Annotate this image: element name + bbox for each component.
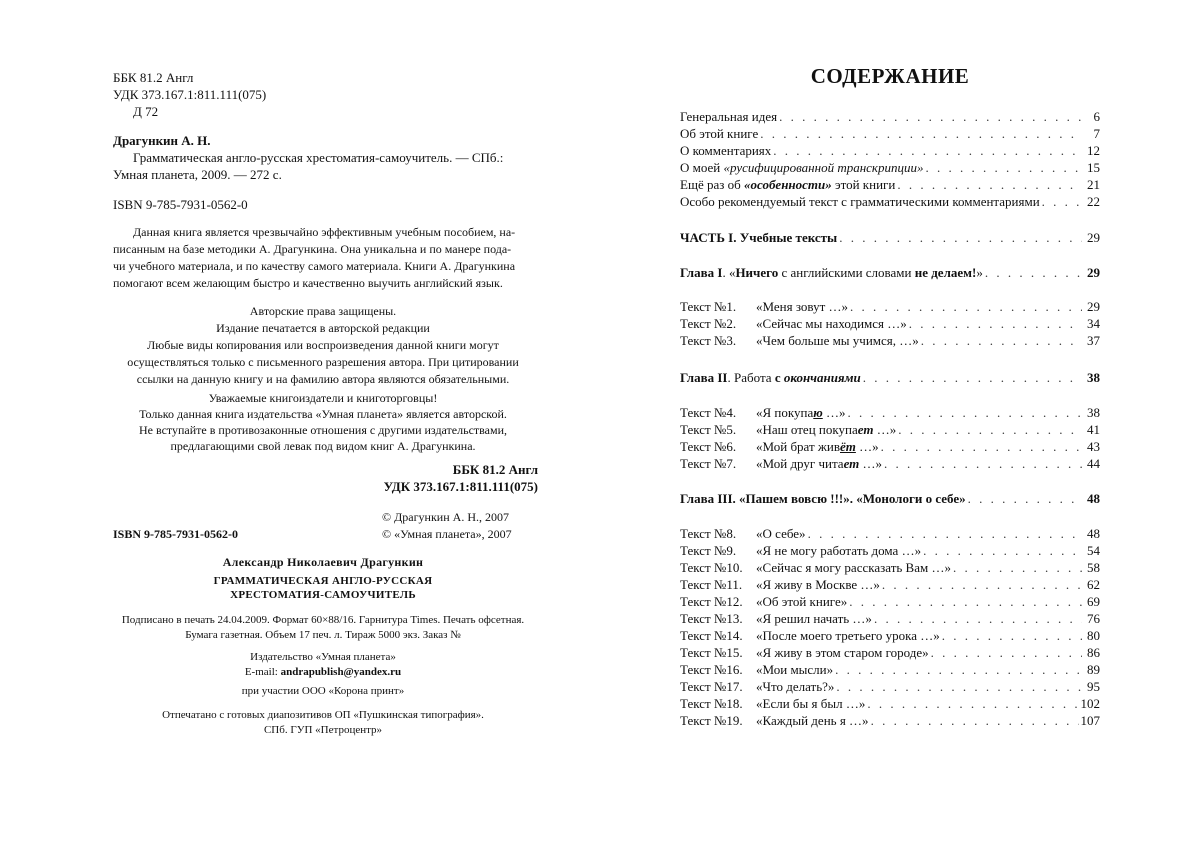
toc-text-entry (680, 712, 1100, 729)
toc-entry-label: Особо рекомендуемый текст с грамматическими комментариями (680, 194, 1040, 209)
text-title: «Что делать?» (756, 679, 835, 694)
printed-line: СПб. ГУП «Петроцентр» (263, 724, 383, 736)
toc-entry-label (680, 332, 919, 349)
text-title: «После моего третьего урока …» (756, 628, 940, 643)
text-title: «Чем больше мы учимся, …» (756, 333, 919, 348)
toc-page-number: 54 (1087, 543, 1100, 558)
toc-text-entry (680, 610, 1100, 627)
toc-text-entry (680, 576, 1100, 593)
text-number: Текст №19. (680, 713, 743, 728)
text-number: Текст №15. (680, 645, 743, 660)
label-emphasis: Ничего (735, 265, 779, 280)
toc-page-number: 86 (1087, 645, 1100, 660)
label-emphasis: окончаниями (783, 370, 861, 385)
text-title: «Я не могу работать дома …» (756, 543, 922, 558)
toc-entry-label (680, 525, 806, 542)
text-title: «Мои мысли» (756, 662, 834, 677)
toc-text-entry (680, 678, 1100, 695)
leader-dots (985, 264, 1082, 281)
toc-entry-label (680, 593, 847, 610)
rights-line: ссылки на данную книгу и на фамилию автора являются обязательными. (136, 372, 510, 386)
leader-dots (953, 559, 1082, 576)
toc-page-number: 38 (1087, 405, 1100, 420)
toc-page-number: 44 (1087, 456, 1100, 471)
toc-page-number: 7 (1093, 126, 1100, 141)
toc-page-number: 29 (1087, 265, 1100, 280)
leader-dots (921, 332, 1082, 349)
ending-emphasis: ет (857, 422, 874, 437)
toc-entry-label (680, 438, 879, 455)
copyright-author: © Драгункин А. Н., 2007 (382, 510, 509, 524)
bbk-line: ББК 81.2 Англ (113, 70, 194, 85)
leader-dots (882, 576, 1082, 593)
text-number: Текст №16. (680, 662, 743, 677)
toc-text-entry (680, 593, 1100, 610)
toc-entry (680, 142, 1100, 159)
text-number: Текст №4. (680, 405, 737, 420)
toc-entry-label (680, 559, 951, 576)
toc-entry-label (680, 695, 865, 712)
toc-entry-label (680, 159, 924, 176)
rights-line: Авторские права защищены. (249, 304, 397, 318)
rights-line: осуществляться только с письменного разрешения автора. При цитировании (127, 355, 519, 369)
d-line: Д 72 (133, 104, 159, 119)
notice-line: Только данная книга издательства «Умная планета» является авторской. (139, 407, 507, 421)
toc-entry-label: Генеральная идея (680, 109, 778, 124)
partner-line: при участии ООО «Корона принт» (241, 685, 405, 697)
toc-page-number: 29 (1087, 299, 1100, 314)
leader-dots (773, 142, 1082, 159)
text-title: «Наш отец покупа (756, 422, 858, 437)
toc-part (680, 229, 1100, 246)
annotation-line: чи учебного материала, и по качеству самого материала. Книги А. Драгункина (113, 259, 516, 273)
text-number: Текст №11. (680, 577, 743, 592)
ending-emphasis: ю (813, 405, 823, 420)
toc-page-number: 95 (1087, 679, 1100, 694)
text-title: …» (873, 422, 897, 437)
toc-page-number: 34 (1087, 316, 1100, 331)
leader-dots (760, 125, 1082, 142)
toc-entry (680, 108, 1100, 125)
label-text: . Работа (727, 370, 775, 385)
isbn-bottom: ISBN 9-785-7931-0562-0 (113, 527, 238, 541)
text-number: Текст №8. (680, 526, 737, 541)
toc-entry-label (680, 627, 940, 644)
description-line: Умная планета, 2009. — 272 с. (113, 167, 282, 182)
leader-dots (874, 610, 1082, 627)
ending-emphasis: ет (843, 456, 860, 471)
text-title: «Я живу в Москве …» (756, 577, 880, 592)
notice-line: Не вступайте в противозаконные отношения с другими издательствами, (138, 423, 508, 437)
email-label: E-mail: (244, 666, 278, 678)
text-number: Текст №5. (680, 422, 737, 437)
bbk-bold: ББК 81.2 Англ (452, 462, 538, 477)
toc-page-number: 15 (1087, 160, 1100, 175)
toc-text-entry (680, 455, 1100, 472)
toc-text-entry (680, 332, 1100, 349)
text-number: Текст №9. (680, 543, 737, 558)
toc-entry-label (680, 678, 834, 695)
toc-entry-label (680, 176, 895, 193)
text-title: «Меня зовут …» (756, 299, 849, 314)
leader-dots (871, 712, 1079, 729)
chapter-number: Глава III (680, 491, 733, 506)
leader-dots (836, 678, 1082, 695)
text-number: Текст №18. (680, 696, 743, 711)
toc-entry (680, 176, 1100, 193)
text-title: «Мой друг чита (756, 456, 844, 471)
toc-page-number: 21 (1087, 177, 1100, 192)
text-number: Текст №14. (680, 628, 743, 643)
text-title: …» (855, 439, 879, 454)
annotation-line: помогают всем желающим быстро и качественно выучить английский язык. (113, 276, 503, 290)
toc-entry-label (680, 404, 846, 421)
toc-page-number: 107 (1080, 713, 1100, 728)
udk-line: УДК 373.167.1:811.111(075) (113, 87, 267, 102)
text-title: …» (859, 456, 883, 471)
leader-dots (779, 108, 1082, 125)
udk-bold: УДК 373.167.1:811.111(075) (383, 479, 538, 494)
leader-dots (898, 421, 1082, 438)
book-title: ХРЕСТОМАТИЯ-САМОУЧИТЕЛЬ (230, 589, 416, 601)
toc-entry-label (680, 610, 872, 627)
isbn-top: ISBN 9-785-7931-0562-0 (113, 197, 248, 212)
label-text: » (976, 265, 983, 280)
contents-title: СОДЕРЖАНИЕ (810, 64, 970, 88)
leader-dots (863, 369, 1082, 386)
chapter-number: Глава I (680, 265, 723, 280)
toc-page-number: 48 (1087, 491, 1100, 506)
leader-dots (848, 404, 1083, 421)
toc-page-number: 43 (1087, 439, 1100, 454)
toc-entry-label (680, 490, 966, 507)
toc-page-number: 80 (1087, 628, 1100, 643)
label-emphasis: с (774, 370, 784, 385)
leader-dots (839, 229, 1082, 246)
chapter-number: Глава II (680, 370, 728, 385)
toc-page-number: 89 (1087, 662, 1100, 677)
label-emphasis: «русифицированной транскрипции» (723, 160, 924, 175)
description-line: Грамматическая англо-русская хрестоматия-самоучитель. — СПб.: (133, 150, 504, 165)
leader-dots (909, 315, 1082, 332)
book-title: ГРАММАТИЧЕСКАЯ АНГЛО-РУССКАЯ (213, 575, 433, 587)
toc-text-entry (680, 627, 1100, 644)
toc-entry (680, 159, 1100, 176)
notice-line: предлагающими свой левак под видом книг А. Драгункина. (170, 439, 476, 453)
toc-page-number: 48 (1087, 526, 1100, 541)
toc-entry-label (680, 712, 869, 729)
toc-text-entry (680, 421, 1100, 438)
text-number: Текст №2. (680, 316, 737, 331)
toc-page-number: 29 (1087, 230, 1100, 245)
text-title: «Мой брат жив (756, 439, 840, 454)
toc-page-number: 69 (1087, 594, 1100, 609)
toc-text-entry (680, 298, 1100, 315)
toc-page-number: 38 (1087, 370, 1100, 385)
leader-dots (926, 159, 1082, 176)
toc-entry-label (680, 455, 882, 472)
toc-page-number: 22 (1087, 194, 1100, 209)
label-text: с английскими словами (778, 265, 915, 280)
notice-line: Уважаемые книгоиздатели и книготорговцы! (208, 391, 438, 405)
text-title: «Я покупа (756, 405, 814, 420)
annotation-line: Данная книга является чрезвычайно эффективным учебным пособием, на- (133, 225, 516, 239)
annotation-line: писанным на базе методики А. Драгункина. Она уникальна и по манере пода- (113, 242, 512, 256)
text-title: «Я решил начать …» (756, 611, 872, 626)
text-title: …» (822, 405, 846, 420)
text-title: «Сейчас я могу рассказать Вам …» (756, 560, 951, 575)
leader-dots (884, 455, 1082, 472)
rights-line: Издание печатается в авторской редакции (216, 321, 430, 335)
copyright-publisher: © «Умная планета», 2007 (382, 527, 512, 541)
toc-entry-label (680, 315, 907, 332)
full-author: Александр Николаевич Драгункин (222, 555, 424, 569)
toc-page-number: 37 (1087, 333, 1100, 348)
toc-chapter (680, 490, 1100, 507)
toc-page-number: 58 (1087, 560, 1100, 575)
text-title: «Об этой книге» (756, 594, 848, 609)
print-info: Подписано в печать 24.04.2009. Формат 60×88/16. Гарнитура Times. Печать офсетная. (121, 614, 525, 626)
toc-entry-label: Об этой книге (680, 126, 759, 141)
text-number: Текст №17. (680, 679, 743, 694)
text-title: «О себе» (756, 526, 806, 541)
text-number: Текст №7. (680, 456, 737, 471)
label-text: этой книги (831, 177, 896, 192)
leader-dots (808, 525, 1082, 542)
leader-dots (835, 661, 1082, 678)
print-info: Бумага газетная. Объем 17 печ. л. Тираж 5000 экз. Заказ № (185, 629, 461, 641)
chapter-title: . «Пашем вовсю !!!». «Монологи о себе» (732, 491, 966, 506)
toc-entry (680, 193, 1100, 210)
toc-text-entry (680, 315, 1100, 332)
leader-dots (942, 627, 1082, 644)
toc-page-number: 62 (1087, 577, 1100, 592)
text-number: Текст №13. (680, 611, 743, 626)
toc-page-number: 76 (1087, 611, 1100, 626)
printed-line: Отпечатано с готовых диапозитивов ОП «Пушкинская типография». (162, 709, 484, 721)
toc-entry-label: О комментариях (680, 143, 772, 158)
toc-page-number: 102 (1080, 696, 1100, 711)
part-title: . Учебные тексты (733, 230, 838, 245)
toc-entry (680, 125, 1100, 142)
text-number: Текст №12. (680, 594, 743, 609)
toc-entry-label (680, 264, 983, 281)
toc-text-entry (680, 404, 1100, 421)
toc-entry-label (680, 576, 880, 593)
toc-entry-label (680, 369, 861, 386)
text-title: «Если бы я был …» (756, 696, 866, 711)
text-number: Текст №10. (680, 560, 743, 575)
label-text: О моей (680, 160, 724, 175)
ending-emphasis: ёт (840, 439, 856, 454)
email-line (113, 664, 533, 681)
toc-text-entry (680, 559, 1100, 576)
leader-dots (923, 542, 1082, 559)
toc-page-number: 12 (1087, 143, 1100, 158)
leader-dots (897, 176, 1082, 193)
toc-chapter (680, 264, 1100, 281)
leader-dots (968, 490, 1082, 507)
text-number: Текст №1. (680, 299, 737, 314)
toc-text-entry (680, 695, 1100, 712)
label-emphasis: «особенности» (744, 177, 832, 192)
toc-text-entry (680, 542, 1100, 559)
publisher: Издательство «Умная планета» (250, 651, 396, 663)
label-emphasis: не делаем! (914, 265, 977, 280)
toc-entry-label (680, 542, 921, 559)
text-title: «Сейчас мы находимся …» (756, 316, 907, 331)
leader-dots (931, 644, 1082, 661)
leader-dots (850, 298, 1082, 315)
author-heading: Драгункин А. Н. (113, 133, 211, 148)
leader-dots (1042, 193, 1082, 210)
toc-entry-label (680, 421, 896, 438)
rights-line: Любые виды копирования или воспроизведения данной книги могут (147, 338, 499, 352)
toc-text-entry (680, 661, 1100, 678)
email-value: andrapublish@yandex.ru (280, 666, 402, 678)
part-number: ЧАСТЬ I (680, 230, 734, 245)
text-number: Текст №6. (680, 439, 737, 454)
label-text: Ещё раз об (680, 177, 744, 192)
toc-chapter (680, 369, 1100, 386)
leader-dots (867, 695, 1078, 712)
toc-entry-label (680, 298, 848, 315)
toc-entry-label (680, 229, 837, 246)
text-number: Текст №3. (680, 333, 737, 348)
toc-entry-label (680, 644, 929, 661)
toc-entry-label (680, 661, 833, 678)
toc-text-entry (680, 438, 1100, 455)
label-text: . « (722, 265, 736, 280)
toc-text-entry (680, 525, 1100, 542)
toc-text-entry (680, 644, 1100, 661)
text-title: «Я живу в этом старом городе» (756, 645, 929, 660)
text-title: «Каждый день я …» (756, 713, 869, 728)
toc-page-number: 6 (1093, 109, 1100, 124)
leader-dots (849, 593, 1082, 610)
leader-dots (881, 438, 1082, 455)
toc-page-number: 41 (1087, 422, 1100, 437)
